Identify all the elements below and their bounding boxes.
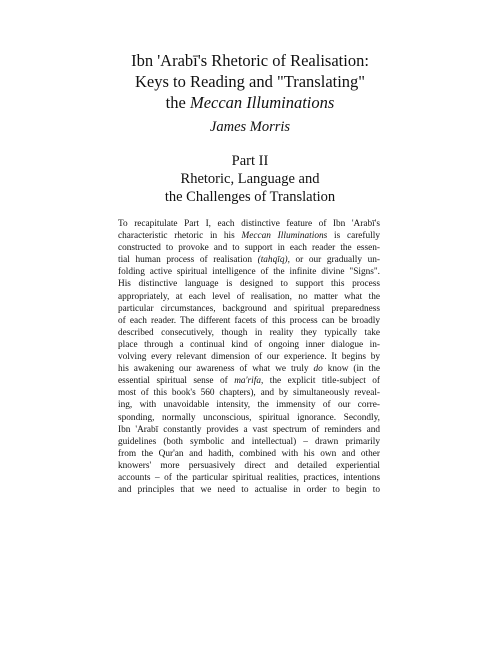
title-line-1: Ibn 'Arabī's Rhetoric of Realisation: (131, 51, 369, 70)
title-line-3: the Meccan Illuminations (165, 93, 335, 112)
title-line-2: Keys to Reading and "Translating" (134, 72, 366, 91)
body-line: Ibn 'Arabī constantly provides a vast spectrum of reminders and (118, 424, 380, 435)
body-line: characteristic rhetoric in his Meccan Illuminations is carefully (118, 231, 380, 242)
body-line: and principles that we need to actualise in order to begin to (118, 485, 380, 496)
body-line: constructed to provoke and to support in each reader the essen- (118, 243, 380, 254)
body-line: knowers' more persuasively direct and detailed experiential (118, 460, 380, 471)
author-name: James Morris (209, 119, 291, 135)
body-line: To recapitulate Part I, each distinctive feature of Ibn 'Arabī's (118, 219, 380, 229)
body-line: guidelines (both symbolic and intellectual) – drawn primarily (118, 436, 380, 447)
body-line: from the Qur'an and hadith, combined with his own and other (118, 448, 380, 459)
section-subtitle-2: the Challenges of Translation (164, 189, 336, 205)
body-line: appropriately, at each level of realisation, no matter what the (118, 291, 380, 302)
body-line: described consecutively, though in reality they typically take (118, 327, 380, 338)
body-line: particular circumstances, background and spiritual preparedness (118, 303, 380, 314)
body-line: tial human process of realisation (tahqīq), or our gradually un- (118, 255, 380, 266)
italic-term: (tahqīq) (257, 255, 288, 266)
body-line: most of this book's 560 chapters), and by simultaneously reveal- (118, 388, 380, 399)
part-number: Part II (231, 153, 269, 169)
body-line: place through a continual kind of ongoing inner dialogue in- (118, 339, 380, 350)
body-line: his awakening our awareness of what we truly do know (in the (118, 364, 380, 375)
body-line: accounts – of the particular spiritual realities, practices, intentions (118, 472, 380, 483)
italic-term: ma'rifa (234, 376, 261, 387)
body-line: His distinctive language is designed to support this process (118, 279, 380, 290)
body-line: of each reader. The different facets of this process can be broadly (118, 315, 380, 326)
article-title (0, 50, 500, 113)
body-line: essential spiritual sense of ma'rifa, the explicit title-subject of (118, 376, 380, 387)
italic-term: do (313, 364, 323, 375)
body-line: ing, with unavoidable intensity, the immensity of our corre- (118, 400, 380, 411)
section-subtitle-1: Rhetoric, Language and (180, 171, 320, 187)
body-paragraph (118, 218, 380, 496)
body-line: folding active spiritual intelligence of the infinite divine "Signs". (118, 267, 380, 278)
italic-term: Meccan Illuminations (241, 231, 328, 242)
body-line: sponding, normally unconscious, spiritual ignorance. Secondly, (118, 412, 380, 423)
body-line: volving every relevant dimension of our experience. It begins by (118, 352, 380, 363)
title-italic-phrase: Meccan Illuminations (189, 93, 335, 112)
section-heading (0, 152, 500, 206)
